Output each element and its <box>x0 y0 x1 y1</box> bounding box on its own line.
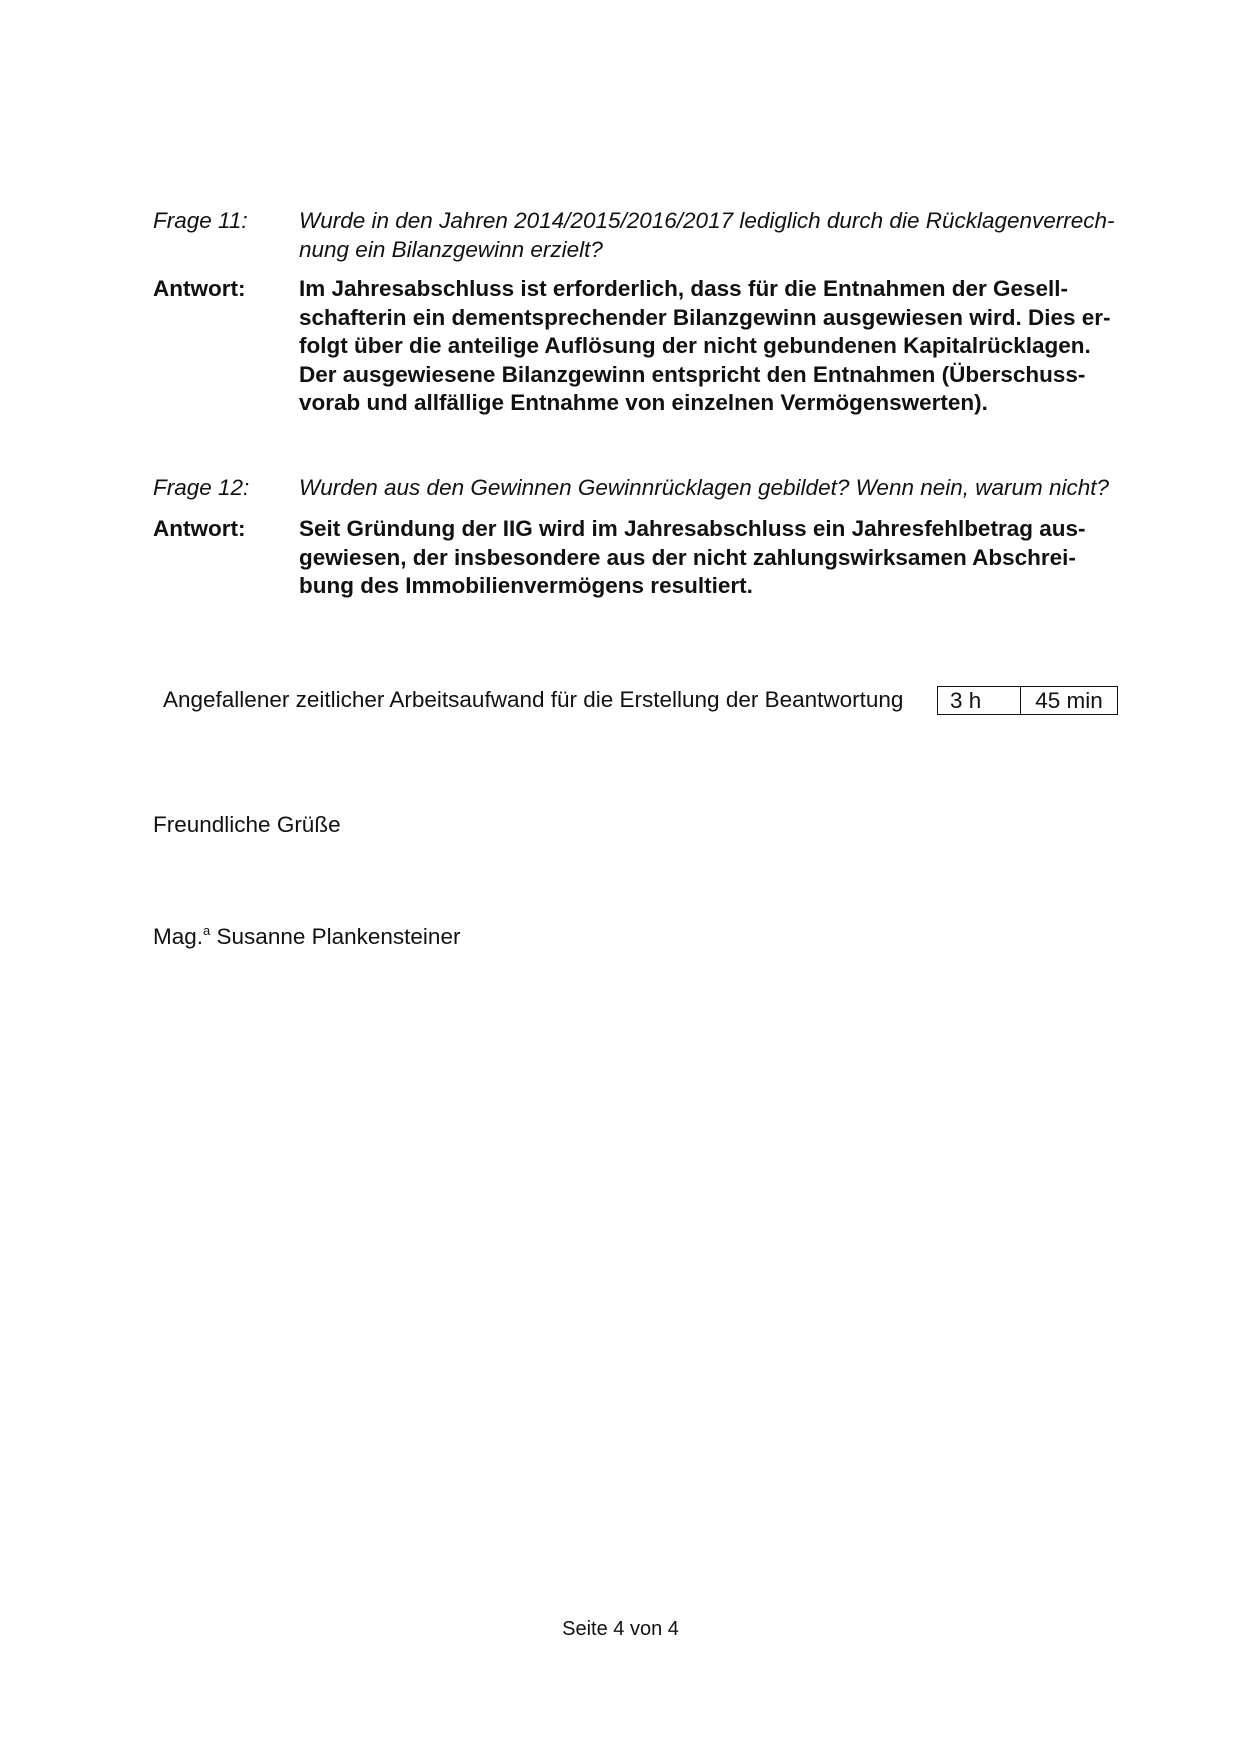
question-label: Frage 12: <box>153 475 250 500</box>
signature <box>153 923 460 951</box>
effort-hours: 3 h <box>938 687 1021 714</box>
effort-minutes: 45 min <box>1035 688 1103 713</box>
answer-text: Seit Gründung der IIG wird im Jahresabschluss ein Jahresfehlbetrag aus- gewiesen, der insbesondere aus der nicht zahlungswirksamen Abschrei- bung des Immobilienvermögens resultiert. <box>299 516 1086 598</box>
answer-12 <box>153 515 1133 601</box>
question-11 <box>153 207 1133 264</box>
effort-label: Angefallener zeitlicher Arbeitsaufwand für die Erstellung der Beantwortung <box>163 687 904 712</box>
signature-name: Susanne Plankensteiner <box>216 924 461 949</box>
answer-label: Antwort: <box>153 276 246 301</box>
page-number: Seite 4 von 4 <box>562 1618 679 1640</box>
question-text: Wurde in den Jahren 2014/2015/2016/2017 lediglich durch die Rücklagenverrech- nung ein Bilanzgewinn erzielt? <box>299 208 1115 262</box>
answer-11 <box>153 275 1133 418</box>
answer-text: Im Jahresabschluss ist erforderlich, dass für die Entnahmen der Gesell- schafterin ein dementsprechender Bilanzgewinn ausgewiesen wird. Dies er- folgt über die anteilige Auflösung der nicht gebundenen Kapitalrücklagen. Der ausgewiesene Bilanzgewinn entspricht den Entnahmen (Überschuss- vorab und allfällige Entnahme von einzelnen Vermögenswerten). <box>299 276 1111 415</box>
signature-prefix: Mag. <box>153 924 204 949</box>
question-text: Wurden aus den Gewinnen Gewinnrücklagen gebildet? Wenn nein, warum nicht? <box>299 475 1110 500</box>
question-12 <box>153 474 1133 503</box>
effort-table <box>937 686 1118 715</box>
answer-label: Antwort: <box>153 516 246 541</box>
signature-superscript: a <box>203 923 211 938</box>
question-label: Frage 11: <box>153 208 248 233</box>
greeting: Freundliche Grüße <box>153 812 341 837</box>
